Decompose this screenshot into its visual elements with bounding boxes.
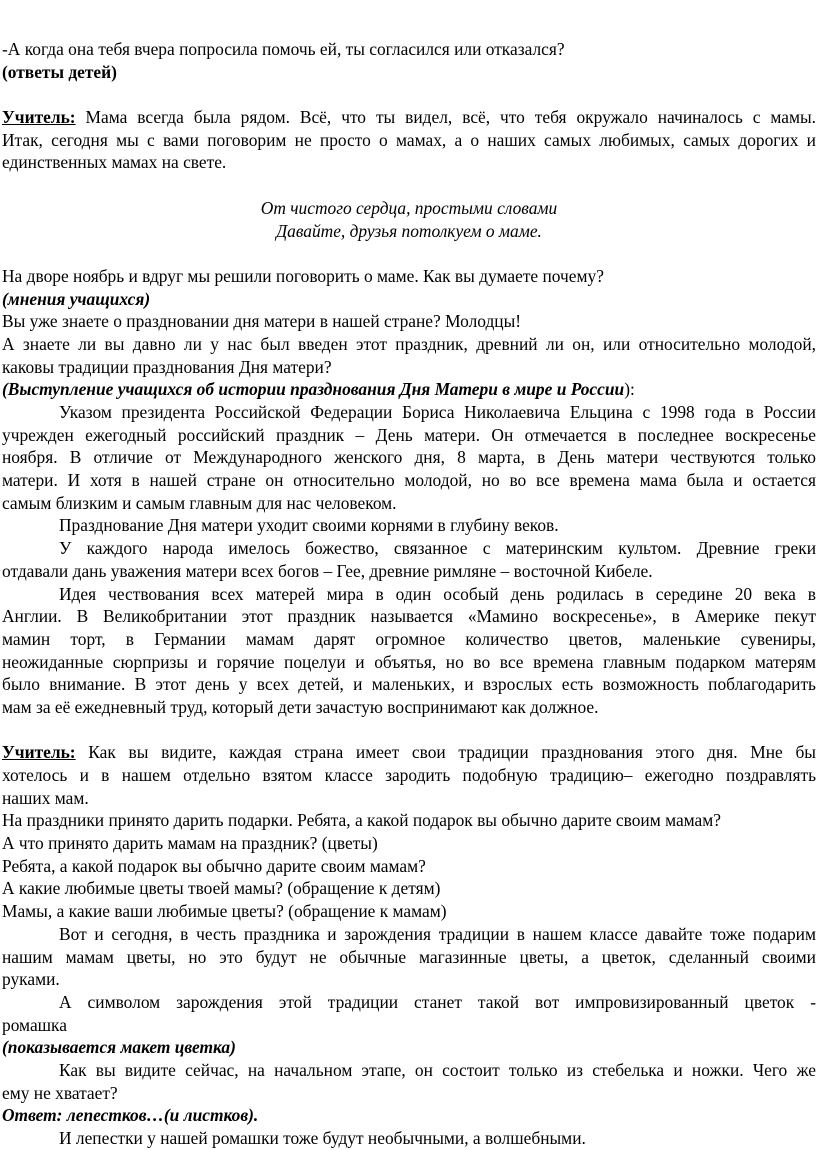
text-run: От чистого сердца, простыми словами [260,197,558,218]
text-line-l22 [2,514,816,537]
text-run: Мама всегда была рядом. Всё, что ты видел, всё, что тебя окружало начиналось с мамы. [75,107,816,128]
text-run: наших мам. [2,787,89,808]
text-line-l48 [2,1104,816,1127]
text-run: самым близким и самым главным для нас человеком. [2,492,397,513]
text-line-l6 [2,151,816,174]
text-line-l47 [2,1082,816,1105]
text-line-l45 [2,1036,816,1059]
text-line-l24 [2,560,816,583]
text-run: На праздники принято дарить подарки. Ребята, а какой подарок вы обычно дарите своим мамам? [2,810,722,831]
text-line-l21 [2,492,816,515]
text-run: неожиданные сюрпризы и горячие поцелуи и объятья, но во все времена главным подарком матерям [2,651,816,672]
text-run: Учитель: [2,107,76,128]
text-line-l27 [2,628,816,651]
text-line-l26 [2,605,816,628]
text-line-l18 [2,424,816,447]
text-run: Учитель: [2,742,76,763]
text-line-l13 [2,310,816,333]
text-run: Давайте, друзья потолкуем о маме. [276,220,542,241]
text-line-l49 [2,1127,816,1150]
text-run: На дворе ноябрь и вдруг мы решили поговорить о маме. Как вы думаете почему? [2,265,604,286]
text-run: Идея чествования всех матерей мира в один особый день родилась в середине 20 века в [59,583,816,604]
text-run: хотелось и в нашем отдельно взятом классе зародить подобную традицию– ежегодно поздравлять [2,765,816,785]
text-line-l34 [2,787,816,810]
text-run: А символом зарождения этой традиции станет такой вот импровизированный цветок - [59,991,816,1012]
text-line-l41 [2,946,816,969]
text-run: Вот и сегодня, в честь праздника и зарождения традиции в нашем классе давайте тоже подарим [59,923,816,944]
blank-line [2,719,816,742]
text-run: (показывается макет цветка) [2,1037,236,1058]
text-line-l16 [2,378,816,401]
text-run: Указом президента Российской Федерации Бориса Николаевича Ельцина с 1998 года в России [59,402,816,422]
text-run: учрежден ежегодный российский праздник – День матери. Он отмечается в последнее воскресенье [2,424,816,445]
text-line-l36 [2,832,816,855]
text-run: нашим мамам цветы, но это будут не обычные магазинные цветы, а цветок, сделанный своими [2,946,816,967]
text-line-l9 [2,220,816,243]
text-run: мам за её ежедневный труд, который дети зачастую воспринимают как должное. [2,696,599,717]
text-run: Празднование Дня матери уходит своими корнями в глубину веков. [59,515,559,536]
text-line-l28 [2,651,816,674]
text-run: (мнения учащихся) [2,288,151,309]
text-run: (ответы детей) [2,61,117,82]
text-run: -А когда она тебя вчера попросила помочь ей, ты согласился или отказался? [2,39,565,59]
text-line-l38 [2,877,816,900]
text-line-l29 [2,673,816,696]
text-run: ему не хватает? [2,1082,118,1103]
blank-line [2,242,816,265]
text-line-l20 [2,469,816,492]
text-line-l35 [2,809,816,832]
text-run: Ребята, а какой подарок вы обычно дарите своим мамам? [2,855,426,876]
text-line-l43 [2,991,816,1014]
text-run: отдавали дань уважения матери всех богов – Гее, древние римляне – восточной Кибеле. [2,560,653,581]
text-run: Англии. В Великобритании этот праздник называется «Мамино воскресенье», в Америке пекут [2,606,816,627]
blank-line [2,83,816,106]
text-run: Вы уже знаете о праздновании дня матери в нашей стране? Молодцы! [2,311,522,332]
text-run: ромашка [2,1014,67,1035]
text-line-l12 [2,288,816,311]
text-run: каковы традиции празднования Дня матери? [2,356,332,377]
text-line-l44 [2,1014,816,1037]
text-line-l14 [2,333,816,356]
text-run: было внимание. В этот день у всех детей, и маленьких, и взрослых есть возможность поблагодарить [2,674,816,695]
text-run: А знаете ли вы давно ли у нас был введен этот праздник, древний ли он, или относительно молодой, [2,333,816,354]
text-run: (Выступление учащихся об истории празднования Дня Матери в мире и России [2,379,625,400]
text-run: ноября. В отличие от Международного женского дня, 8 марта, в День матери чествуются только [2,447,816,468]
text-run: И лепестки у нашей ромашки тоже будут необычными, а волшебными. [59,1128,586,1148]
text-line-l2 [2,61,816,84]
text-line-l39 [2,900,816,923]
text-run: матери. И хотя в нашей стране он относительно молодой, но во все времена мама была и остается [2,470,816,491]
text-run: ): [624,379,635,400]
text-line-l32 [2,741,816,764]
text-line-l46 [2,1059,816,1082]
text-run: Как вы видите сейчас, на начальном этапе, он состоит только из стебелька и ножки. Чего же [59,1059,816,1080]
text-line-l11 [2,265,816,288]
text-line-l1 [2,38,816,61]
text-line-l5 [2,129,816,152]
text-line-l42 [2,968,816,991]
text-run: Итак, сегодня мы с вами поговорим не просто о мамах, а о наших самых любимых, самых дорогих и [2,129,816,150]
text-run: единственных мамах на свете. [2,152,227,173]
blank-line [2,174,816,197]
text-run: руками. [2,969,60,990]
text-run: Ответ: лепестков…(и листков). [2,1105,259,1126]
text-line-l25 [2,583,816,606]
text-line-l15 [2,356,816,379]
text-line-l23 [2,537,816,560]
text-line-l4 [2,106,816,129]
text-run: Мамы, а какие ваши любимые цветы? (обращение к мамам) [2,901,447,922]
text-run: У каждого народа имелось божество, связанное с материнским культом. Древние греки [59,538,816,559]
text-run: мамин торт, в Германии мамам дарят огромное количество цветов, маленькие сувениры, [2,628,816,649]
text-run: А какие любимые цветы твоей мамы? (обращение к детям) [2,878,441,899]
text-line-l17 [2,401,816,424]
text-line-l19 [2,446,816,469]
text-line-l33 [2,764,816,787]
text-line-l8 [2,197,816,220]
text-line-l30 [2,696,816,719]
text-run: А что принято дарить мамам на праздник? (цветы) [2,833,378,854]
text-line-l37 [2,855,816,878]
text-run: Как вы видите, каждая страна имеет свои традиции празднования этого дня. Мне бы [75,742,816,763]
text-line-l40 [2,923,816,946]
document-page [0,38,816,1150]
